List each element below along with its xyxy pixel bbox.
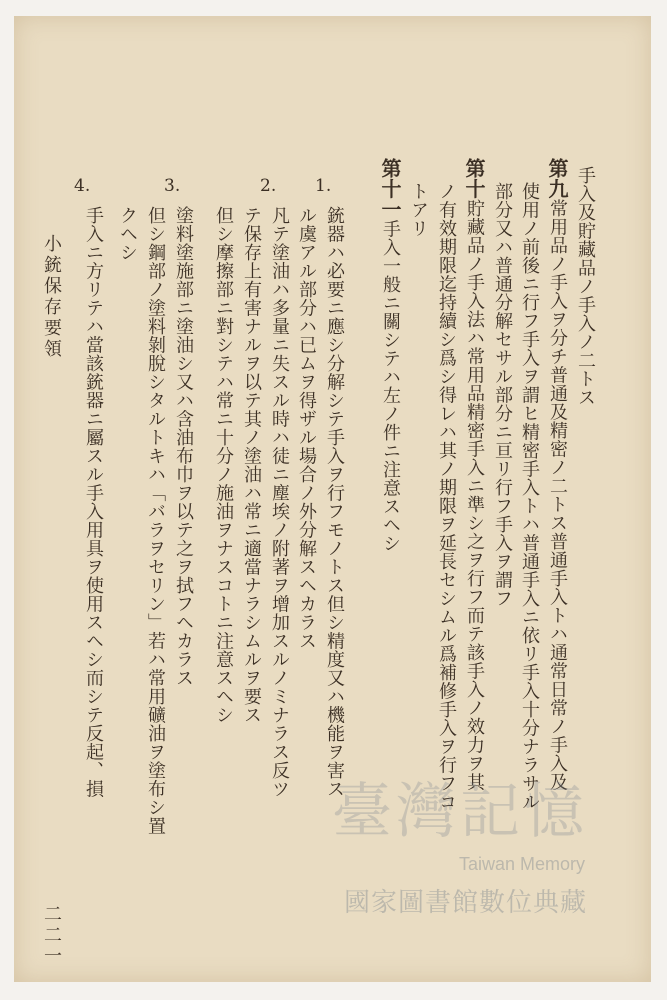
page-number: 二二一 — [41, 904, 62, 967]
watermark-english: Taiwan Memory — [459, 854, 586, 874]
section10-line1: 第十貯藏品ノ手入法ハ常用品精密手入ニ準シ之ヲ行フ而テ該手入ノ效力ヲ其 — [462, 158, 486, 791]
item4-number: 4. — [74, 176, 91, 196]
item3-line3: クヘシ — [117, 206, 138, 262]
section9-line1: 第九常用品ノ手入ヲ分チ普通及精密ノ二トス普通手入トハ通常日常ノ手入及 — [545, 158, 569, 791]
section9-heading: 第九 — [545, 158, 569, 199]
item2-line3: 但シ摩擦部ニ對シテハ常ニ十分ノ施油ヲナスコトニ注意スヘシ — [213, 206, 234, 724]
item3-line1: 塗料塗施部ニ塗油シ又ハ含油布巾ヲ以テ之ヲ拭フヘカラス — [173, 206, 194, 687]
item1-line2: ル虞アル部分ハ已ムヲ得ザル場合ノ外分解スヘカラス — [296, 206, 317, 650]
watermark-line: 國家圖書館數位典藏 — [344, 888, 588, 918]
item1-line1: 銃器ハ必要ニ應シ分解シテ手入ヲ行フモノトス但シ精度又ハ機能ヲ害ス — [324, 206, 345, 798]
item1-number: 1. — [315, 176, 332, 196]
section9-line2: 使用ノ前後ニ行フ手入ヲ謂ヒ精密手入トハ普通手入ニ依リ手入十分ナラサル — [519, 182, 540, 811]
item3-number: 3. — [164, 176, 181, 196]
item2-line2: テ保存上有害ナルヲ以テ其ノ塗油ハ常ニ適當ナラシムルヲ要ス — [241, 206, 262, 724]
section11-heading: 第十一 — [378, 158, 402, 220]
item4-line1: 手入ニ方リテハ當該銃器ニ屬スル手入用具ヲ使用スヘシ而シテ反起、損 — [83, 206, 104, 798]
book-title: 小銃保存要領 — [41, 234, 62, 360]
page-title: 手入及貯藏品ノ手入ノ二トス — [575, 166, 596, 407]
item3-line2: 但シ鋼部ノ塗料剝脫シタルトキハ「バラヲセリン」若ハ常用礦油ヲ塗布シ置 — [145, 206, 166, 835]
item2-number: 2. — [260, 176, 277, 196]
watermark-logo: 臺灣記憶 — [332, 777, 588, 847]
section10-line2: ノ有效期限迄持續シ爲シ得レハ其ノ期限ヲ延長セシムル爲補修手入ヲ行フコ — [436, 182, 457, 811]
item2-line1: 凡テ塗油ハ多量ニ失スル時ハ徒ニ塵埃ノ附著ヲ增加スルノミナラス反ツ — [269, 206, 290, 798]
section11-intro: 第十一手入一般ニ關シテハ左ノ件ニ注意スヘシ — [378, 158, 402, 553]
section10-heading: 第十 — [462, 158, 486, 199]
document-page — [14, 16, 651, 982]
section9-line3: 部分又ハ普通分解セサル部分ニ亘リ行フ手入ヲ謂フ — [492, 182, 513, 608]
section10-line3: トアリ — [408, 182, 429, 238]
